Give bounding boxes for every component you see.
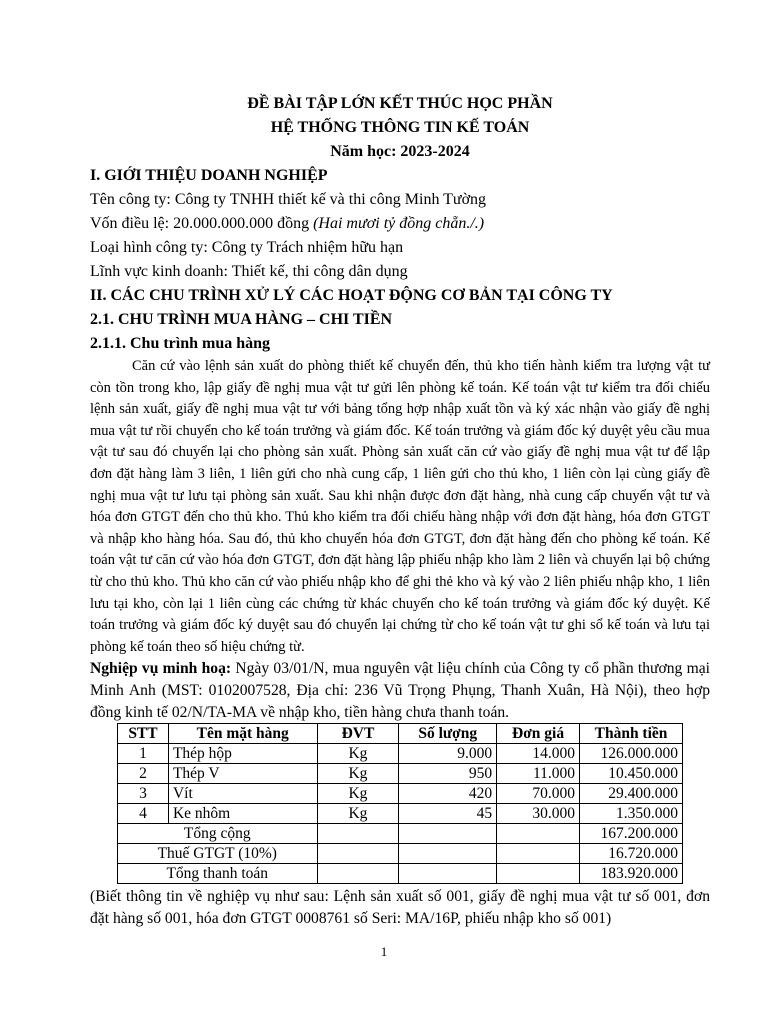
empty-cell xyxy=(497,844,580,864)
header-amount: Thành tiền xyxy=(580,724,683,744)
empty-cell xyxy=(317,864,399,884)
title-line-1: ĐỀ BÀI TẬP LỚN KẾT THÚC HỌC PHẦN xyxy=(247,95,553,112)
table-header-row xyxy=(118,724,683,744)
cell-unit-price: 11.000 xyxy=(497,764,580,784)
purchase-table xyxy=(117,723,683,884)
cell-quantity: 950 xyxy=(399,764,497,784)
table-row xyxy=(118,744,683,764)
cell-unit-price: 30.000 xyxy=(497,804,580,824)
header-item-name: Tên mặt hàng xyxy=(168,724,317,744)
example-paragraph xyxy=(90,658,710,723)
subsection-2-1-heading: 2.1. CHU TRÌNH MUA HÀNG – CHI TIỀN xyxy=(90,311,393,328)
cell-unit-price: 14.000 xyxy=(497,744,580,764)
empty-cell xyxy=(497,824,580,844)
empty-cell xyxy=(317,824,399,844)
cell-item-name: Vít xyxy=(168,784,317,804)
cell-amount: 10.450.000 xyxy=(580,764,683,784)
cell-amount: 126.000.000 xyxy=(580,744,683,764)
example-text: Ngày 03/01/N, mua nguyên vật liệu chính của Công ty cổ phần thương mại Minh Anh (MST: 0102007528, Địa chỉ: 236 Vũ Trọng Phụng, Thanh Xuân, Hà Nội), theo hợp đồng kinh tế 02/N/TA-MA về nhập kho, tiền hàng chưa thanh toán. xyxy=(90,660,710,721)
header-unit: ĐVT xyxy=(317,724,399,744)
vat-row xyxy=(118,844,683,864)
cell-unit: Kg xyxy=(317,804,399,824)
title-line-3: Năm học: 2023-2024 xyxy=(330,143,470,160)
header-quantity: Số lượng xyxy=(399,724,497,744)
page-number: 1 xyxy=(380,944,388,959)
example-label: Nghiệp vụ minh hoạ: xyxy=(90,660,232,678)
cell-unit: Kg xyxy=(317,784,399,804)
cell-unit: Kg xyxy=(317,744,399,764)
section-2-heading: II. CÁC CHU TRÌNH XỬ LÝ CÁC HOẠT ĐỘNG CƠ BẢN TẠI CÔNG TY xyxy=(90,287,613,304)
section-1-heading: I. GIỚI THIỆU DOANH NGHIỆP xyxy=(90,167,328,184)
vat-label: Thuế GTGT (10%) xyxy=(118,844,318,864)
cell-amount: 1.350.000 xyxy=(580,804,683,824)
document-page xyxy=(90,92,710,929)
cell-item-name: Thép V xyxy=(168,764,317,784)
title-line-2: HỆ THỐNG THÔNG TIN KẾ TOÁN xyxy=(270,119,530,136)
table-row xyxy=(118,764,683,784)
header-unit-price: Đơn giá xyxy=(497,724,580,744)
cell-quantity: 9.000 xyxy=(399,744,497,764)
subsection-2-1-1-heading: 2.1.1. Chu trình mua hàng xyxy=(90,335,271,352)
charter-capital xyxy=(90,212,710,236)
empty-cell xyxy=(399,844,497,864)
capital-text: Vốn điều lệ: 20.000.000.000 đồng xyxy=(90,215,314,232)
cell-item-name: Thép hộp xyxy=(168,744,317,764)
footnote-paragraph: (Biết thông tin về nghiệp vụ như sau: Lệnh sản xuất số 001, giấy đề nghị mua vật tư số 001, đơn đặt hàng số 001, hóa đơn GTGT 0008761 số Seri: MA/16P, phiếu nhập kho số 001) xyxy=(90,888,710,927)
cell-quantity: 45 xyxy=(399,804,497,824)
empty-cell xyxy=(317,844,399,864)
cell-amount: 29.400.000 xyxy=(580,784,683,804)
cell-stt: 1 xyxy=(118,744,169,764)
empty-cell xyxy=(399,824,497,844)
empty-cell xyxy=(497,864,580,884)
cell-unit-price: 70.000 xyxy=(497,784,580,804)
cell-unit: Kg xyxy=(317,764,399,784)
table-row xyxy=(118,784,683,804)
capital-note: (Hai mươi tỷ đồng chẵn./.) xyxy=(313,215,485,232)
cell-stt: 3 xyxy=(118,784,169,804)
cell-item-name: Ke nhôm xyxy=(168,804,317,824)
company-type: Loại hình công ty: Công ty Trách nhiệm hữu hạn xyxy=(90,239,404,256)
total-label: Tổng cộng xyxy=(118,824,318,844)
total-value: 167.200.000 xyxy=(580,824,683,844)
grand-total-row xyxy=(118,864,683,884)
cell-quantity: 420 xyxy=(399,784,497,804)
total-row xyxy=(118,824,683,844)
header-stt: STT xyxy=(118,724,169,744)
vat-value: 16.720.000 xyxy=(580,844,683,864)
purchase-cycle-paragraph: Căn cứ vào lệnh sản xuất do phòng thiết kế chuyển đến, thủ kho tiến hành kiểm tra lượng vật tư còn tồn trong kho, lập giấy đề nghị mua vật tư gửi lên phòng kế toán. Kế toán vật tư kiểm tra đối chiếu lệnh sản xuất, giấy đề nghị mua vật tư với bảng tổng hợp nhập xuất tồn và ký xác nhận vào giấy đề nghị mua vật tư rồi chuyển cho kế toán trưởng và giám đốc. Kế toán trưởng và giám đốc ký duyệt yêu cầu mua vật tư sau đó chuyển lại cho phòng sản xuất. Phòng sản xuất căn cứ vào giấy đề nghị mua vật tư để lập đơn đặt hàng làm 3 liên, 1 liên gửi cho nhà cung cấp, 1 liên gửi cho thủ kho, 1 liên còn lại cùng giấy đề nghị mua vật tư lưu tại phòng sản xuất. Sau khi nhận được đơn đặt hàng, nhà cung cấp chuyển vật tư và hóa đơn GTGT đến cho thủ kho. Thủ kho kiểm tra đối chiếu hàng nhập với đơn đặt hàng, hóa đơn GTGT và nhập kho hàng hóa. Sau đó, thủ kho chuyển hóa đơn GTGT, đơn đặt hàng đến cho phòng kế toán. Kế toán vật tư căn cứ vào hóa đơn GTGT, đơn đặt hàng lập phiếu nhập kho làm 2 liên và chuyển lại bộ chứng từ cho thủ kho. Thủ kho căn cứ vào phiếu nhập kho để ghi thẻ kho và ký vào 2 liên phiếu nhập kho, 1 liên lưu tại kho, còn lại 1 liên cùng các chứng từ khác chuyển cho kế toán trưởng và giám đốc ký duyệt. Kế toán trưởng và giám đốc ký duyệt sau đó chuyển lại chứng từ cho kế toán vật tư ghi sổ kế toán và lưu tại phòng kế toán theo số hiệu chứng từ. xyxy=(90,358,710,655)
business-field: Lĩnh vực kinh doanh: Thiết kế, thi công dân dụng xyxy=(90,263,408,280)
company-name: Tên công ty: Công ty TNHH thiết kế và thi công Minh Tường xyxy=(90,191,487,208)
table-row xyxy=(118,804,683,824)
grand-total-value: 183.920.000 xyxy=(580,864,683,884)
grand-total-label: Tổng thanh toán xyxy=(118,864,318,884)
empty-cell xyxy=(399,864,497,884)
cell-stt: 2 xyxy=(118,764,169,784)
cell-stt: 4 xyxy=(118,804,169,824)
